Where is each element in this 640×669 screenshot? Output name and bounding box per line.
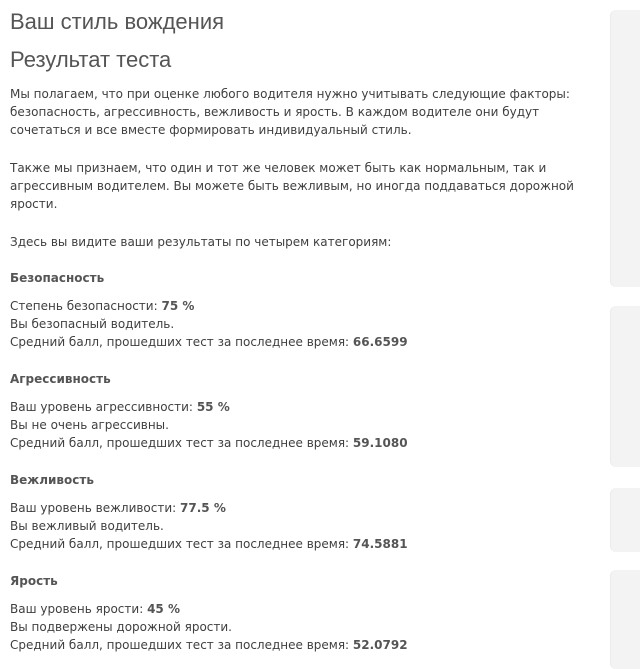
sidebar-panel [610, 10, 640, 287]
level-line [10, 499, 595, 517]
intro-paragraph: Мы полагаем, что при оценке любого водителя нужно учитывать следующие факторы: безопасность, агрессивность, вежливость и ярость. В каждом водителе они будут сочетаться и все вместе формировать индивидуальный стиль. [10, 87, 570, 137]
level-label: Ваш уровень ярости: [10, 602, 144, 616]
average-line [10, 333, 595, 351]
average-label: Средний балл, прошедших тест за последнее время: [10, 537, 350, 551]
section-safety [10, 270, 595, 351]
verdict-line: Вы безопасный водитель. [10, 317, 175, 331]
level-line [10, 398, 595, 416]
sidebar-panel [610, 306, 640, 467]
section-rage [10, 573, 595, 654]
verdict-line: Вы вежливый водитель. [10, 519, 164, 533]
section-heading: Вежливость [10, 473, 94, 487]
average-line [10, 636, 595, 654]
section-heading: Ярость [10, 574, 58, 588]
page-subtitle: Результат теста [10, 47, 172, 72]
average-line [10, 535, 595, 553]
verdict-line: Вы не очень агрессивны. [10, 418, 169, 432]
section-heading: Агрессивность [10, 372, 111, 386]
page-title: Ваш стиль вождения [10, 9, 225, 34]
average-value: 74.5881 [352, 537, 408, 551]
verdict-line: Вы подвержены дорожной ярости. [10, 620, 232, 634]
average-line [10, 434, 595, 452]
level-value: 55 % [196, 400, 230, 414]
level-value: 77.5 % [180, 501, 226, 515]
section-politeness [10, 472, 595, 553]
main-content [10, 8, 595, 654]
level-line [10, 297, 595, 315]
average-value: 59.1080 [352, 436, 408, 450]
section-aggressiveness [10, 371, 595, 452]
sidebar-panel [610, 570, 640, 669]
level-value: 75 % [161, 299, 195, 313]
average-label: Средний балл, прошедших тест за последнее время: [10, 335, 350, 349]
average-label: Средний балл, прошедших тест за последнее время: [10, 436, 350, 450]
level-line [10, 600, 595, 618]
level-label: Ваш уровень агрессивности: [10, 400, 193, 414]
section-heading: Безопасность [10, 271, 105, 285]
level-value: 45 % [147, 602, 180, 616]
level-label: Ваш уровень вежливости: [10, 501, 177, 515]
sidebar-panel [610, 488, 640, 552]
average-value: 52.0792 [352, 638, 408, 652]
average-label: Средний балл, прошедших тест за последнее время: [10, 638, 350, 652]
level-label: Степень безопасности: [10, 299, 158, 313]
categories-intro: Здесь вы видите ваши результаты по четырем категориям: [10, 235, 392, 249]
intro-paragraph-2: Также мы признаем, что один и тот же человек может быть как нормальным, так и агрессивным водителем. Вы можете быть вежливым, но иногда поддаваться дорожной ярости. [10, 161, 574, 211]
average-value: 66.6599 [352, 335, 408, 349]
